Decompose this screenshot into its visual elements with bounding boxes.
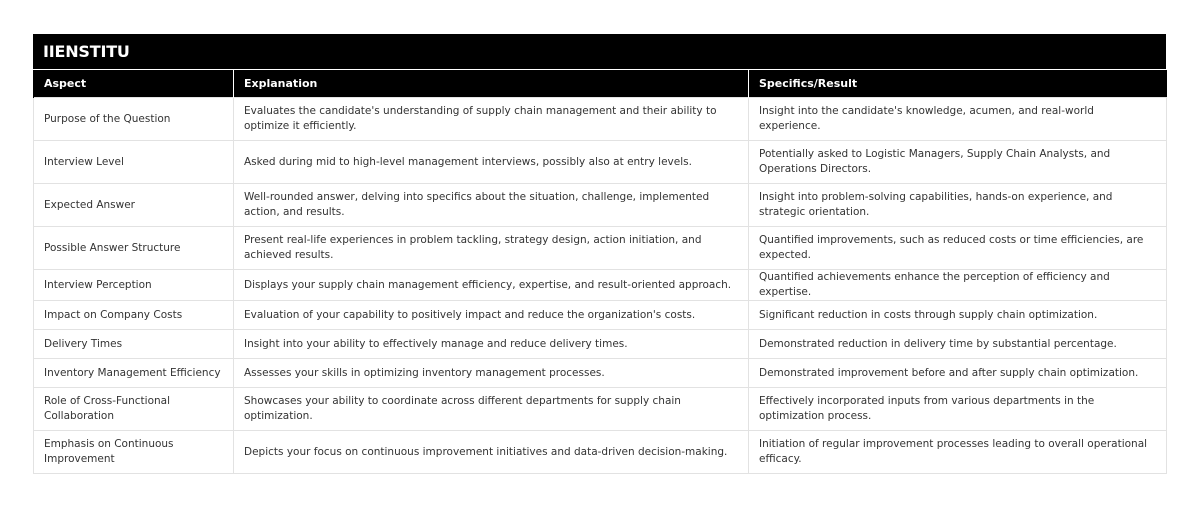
cell-aspect: Interview Level [34, 141, 234, 184]
table-row [34, 330, 1167, 359]
column-header-aspect: Aspect [34, 70, 234, 98]
header-row [34, 70, 1167, 98]
cell-aspect: Inventory Management Efficiency [34, 359, 234, 388]
table-body [34, 98, 1167, 474]
comparison-table [33, 69, 1167, 474]
cell-explanation: Evaluates the candidate's understanding of supply chain management and their ability to optimize it efficiently. [234, 98, 749, 141]
table-row [34, 184, 1167, 227]
cell-result: Demonstrated improvement before and after supply chain optimization. [749, 359, 1167, 388]
cell-aspect: Role of Cross-Functional Collaboration [34, 388, 234, 431]
cell-explanation: Present real-life experiences in problem tackling, strategy design, action initiation, and achieved results. [234, 227, 749, 270]
cell-explanation: Displays your supply chain management efficiency, expertise, and result-oriented approach. [234, 270, 749, 301]
cell-result: Demonstrated reduction in delivery time by substantial percentage. [749, 330, 1167, 359]
brand-title: IIENSTITU [43, 42, 130, 61]
table-row [34, 270, 1167, 301]
cell-explanation: Assesses your skills in optimizing inventory management processes. [234, 359, 749, 388]
cell-aspect: Emphasis on Continuous Improvement [34, 431, 234, 474]
cell-explanation: Insight into your ability to effectively manage and reduce delivery times. [234, 330, 749, 359]
table-row [34, 301, 1167, 330]
cell-aspect: Impact on Company Costs [34, 301, 234, 330]
cell-explanation: Evaluation of your capability to positively impact and reduce the organization's costs. [234, 301, 749, 330]
cell-explanation: Depicts your focus on continuous improvement initiatives and data-driven decision-making. [234, 431, 749, 474]
column-header-result: Specifics/Result [749, 70, 1167, 98]
cell-result: Quantified achievements enhance the perception of efficiency and expertise. [749, 270, 1167, 301]
cell-result: Insight into the candidate's knowledge, acumen, and real-world experience. [749, 98, 1167, 141]
cell-aspect: Purpose of the Question [34, 98, 234, 141]
cell-aspect: Expected Answer [34, 184, 234, 227]
cell-aspect: Delivery Times [34, 330, 234, 359]
cell-explanation: Asked during mid to high-level management interviews, possibly also at entry levels. [234, 141, 749, 184]
table-header [34, 70, 1167, 98]
table-row [34, 431, 1167, 474]
table-row [34, 227, 1167, 270]
column-header-explanation: Explanation [234, 70, 749, 98]
cell-explanation: Showcases your ability to coordinate across different departments for supply chain optimization. [234, 388, 749, 431]
cell-aspect: Possible Answer Structure [34, 227, 234, 270]
cell-result: Quantified improvements, such as reduced costs or time efficiencies, are expected. [749, 227, 1167, 270]
cell-result: Significant reduction in costs through supply chain optimization. [749, 301, 1167, 330]
cell-result: Insight into problem-solving capabilities, hands-on experience, and strategic orientation. [749, 184, 1167, 227]
cell-aspect: Interview Perception [34, 270, 234, 301]
cell-result: Initiation of regular improvement processes leading to overall operational efficacy. [749, 431, 1167, 474]
table-row [34, 98, 1167, 141]
cell-explanation: Well-rounded answer, delving into specifics about the situation, challenge, implemented action, and results. [234, 184, 749, 227]
cell-result: Potentially asked to Logistic Managers, Supply Chain Analysts, and Operations Directors. [749, 141, 1167, 184]
brand-header [33, 34, 1166, 69]
table-row [34, 141, 1167, 184]
cell-result: Effectively incorporated inputs from various departments in the optimization process. [749, 388, 1167, 431]
table-container [33, 34, 1166, 474]
table-row [34, 388, 1167, 431]
table-row [34, 359, 1167, 388]
